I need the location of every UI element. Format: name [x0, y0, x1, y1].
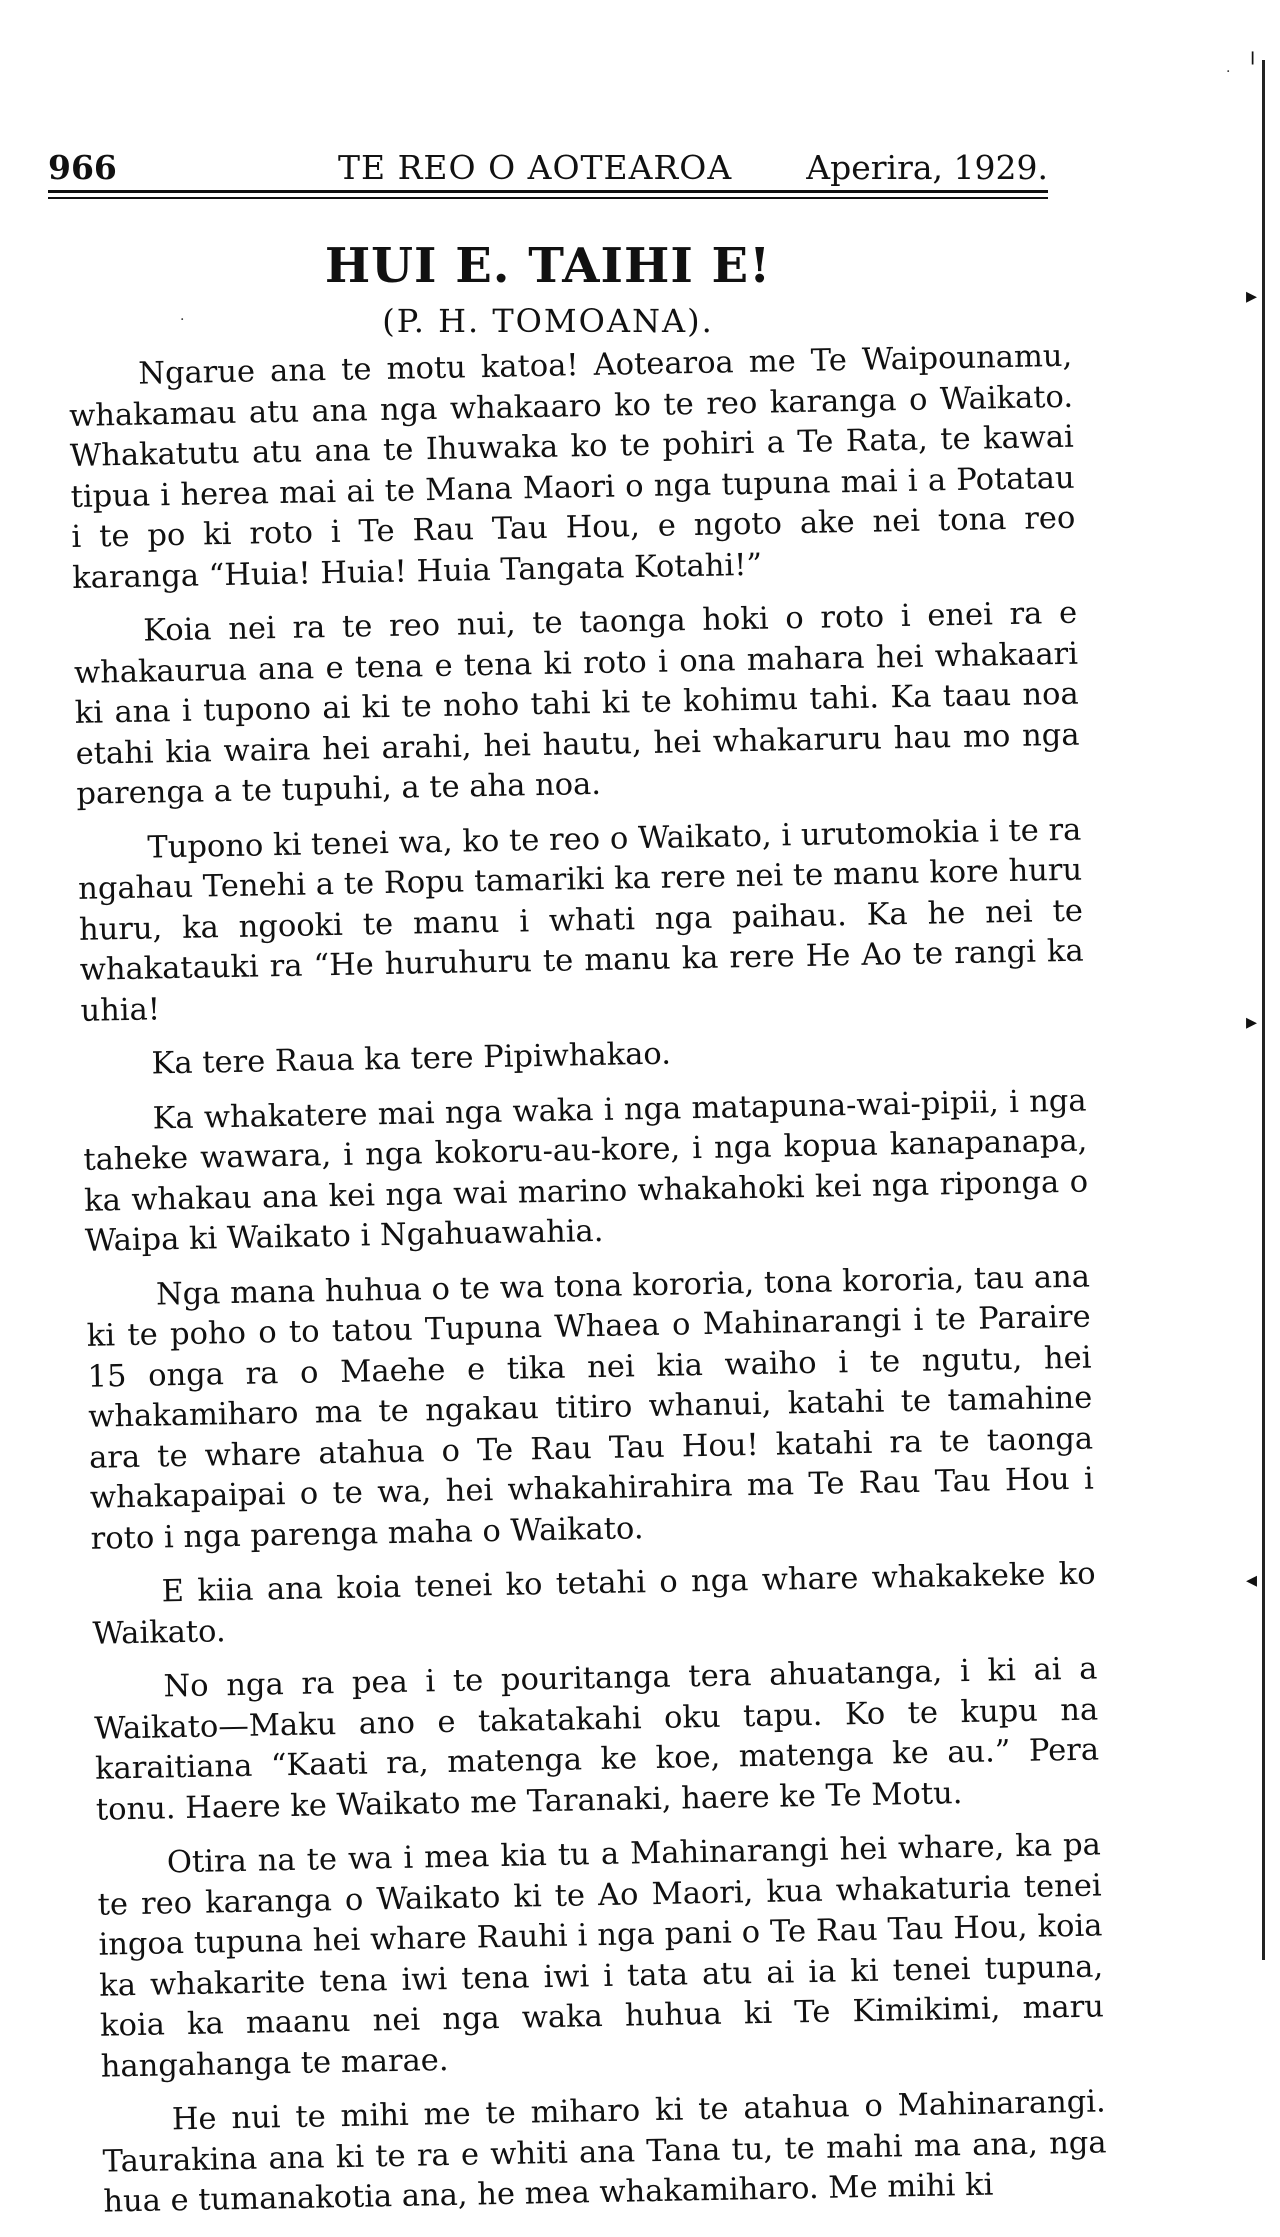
binding-mark-icon: ╷: [1246, 40, 1260, 65]
speck-mark: ·: [180, 312, 185, 328]
issue-date: Aperira, 1929.: [806, 148, 1048, 187]
paragraph: E kiia ana koia tenei ko tetahi o nga whare whakakeke ko Waikato.: [92, 1556, 1096, 1652]
paragraph: He nui te mihi me te miharo ki te atahua o Mahinarangi. Taurakina ana ki te ra e whiti ana Tana tu, te mahi ma ana, nga hua e tumanakotia ana, he mea whakamiharo. Me mihi ki: [102, 2084, 1107, 2220]
article-author: (P. H. TOMOANA).: [382, 302, 714, 340]
article-title: HUI E. TAIHI E!: [324, 238, 772, 294]
paragraph: Tupono ki tenei wa, ko te reo o Waikato, i urutomokia i te ra ngahau Tenehi a te Ropu tamariki ka rere nei te manu kore huru huru, ka ngooki te manu i whati nga paihau. Ka he nei te whakatauki ra “He huruhuru te manu ka rere He Ao te rangi ka uhia!: [77, 812, 1084, 1029]
binding-mark-icon: ▸: [1246, 284, 1258, 309]
paragraph: Nga mana huhua o te wa tona kororia, tona kororia, tau ana ki te poho o to tatou Tupuna Whaea o Mahinarangi i te Paraire 15 onga ra o Maehe e tika nei kia waiho i te ngutu, hei whakamiharo ma te ngakau titiro whanui, katahi te tamahine ara te whare atahua o Te Rau Tau Hou! katahi ra te taonga whakapaipai o te wa, hei whakahirahira ma Te Rau Tau Hou i roto i nga parenga maha o Waikato.: [86, 1259, 1095, 1557]
header-rule-thick: [48, 190, 1048, 193]
binding-mark-icon: ◂: [1246, 1568, 1258, 1593]
paragraph: No nga ra pea i te pouritanga tera ahuatanga, i ki ai a Waikato—Maku ano e takatakahi oku tapu. Ko te kupu na karaitiana “Kaati ra, matenga ke koe, matenga ke au.” Pera tonu. Haere ke Waikato me Taranaki, haere ke Te Motu.: [94, 1651, 1100, 1828]
journal-title: TE REO O AOTEAROA: [338, 148, 733, 187]
paragraph: Ngarue ana te motu katoa! Aotearoa me Te Waipounamu, whakamau atu ana nga whakaaro ko te reo karanga o Waikato. Whakatutu atu ana te Ihuwaka ko te pohiri a Te Rata, te kawai tipua i herea mai ai te Mana Maori o nga tupuna mai i a Potatau i te po ki roto i Te Rau Tau Hou, e ngoto ake nei tona reo karanga “Huia! Huia! Huia Tangata Kotahi!”: [68, 338, 1076, 596]
paragraph: Koia nei ra te reo nui, te taonga hoki o roto i enei ra e whakaurua ana e tena e tena ki roto i ona mahara hei whakaari ki ana i tupono ai ki te noho tahi ki te kohimu tahi. Ka taau noa etahi kia waira hei arahi, hei hautu, hei whakaruru hau mo nga parenga a te tupuhi, a te aha noa.: [73, 595, 1080, 812]
paragraph: Ka whakatere mai nga waka i nga matapuna-wai-pipii, i nga taheke wawara, i nga kokoru-au-kore, i nga kopua kanapanapa, ka whakau ana kei nga wai marino whakahoki kei nga riponga o Waipa ki Waikato i Ngahuawahia.: [83, 1083, 1089, 1259]
paragraph: Otira na te wa i mea kia tu a Mahinarangi hei whare, ka pa te reo karanga o Waikato ki te Ao Maori, kua whakaturia tenei ingoa tupuna hei whare Rauhi i nga pani o Te Rau Tau Hou, koia ka whakarite tena iwi tena iwi i tata atu ai ia ki tenei tupuna, koia ka maanu nei nga waka huhua ki Te Kimikimi, maru hangahanga te marae.: [97, 1827, 1105, 2085]
page-number: 966: [48, 148, 117, 187]
binding-mark-icon: ▸: [1246, 1010, 1258, 1035]
speck-mark: ·: [1226, 64, 1231, 80]
paragraph: Ka tere Raua ka tere Pipiwhakao.: [151, 1036, 672, 1082]
running-header: [48, 148, 1048, 192]
binding-edge-line: [1262, 60, 1265, 1960]
header-rule-thin: [48, 197, 1048, 199]
article-body: [68, 337, 1108, 2237]
